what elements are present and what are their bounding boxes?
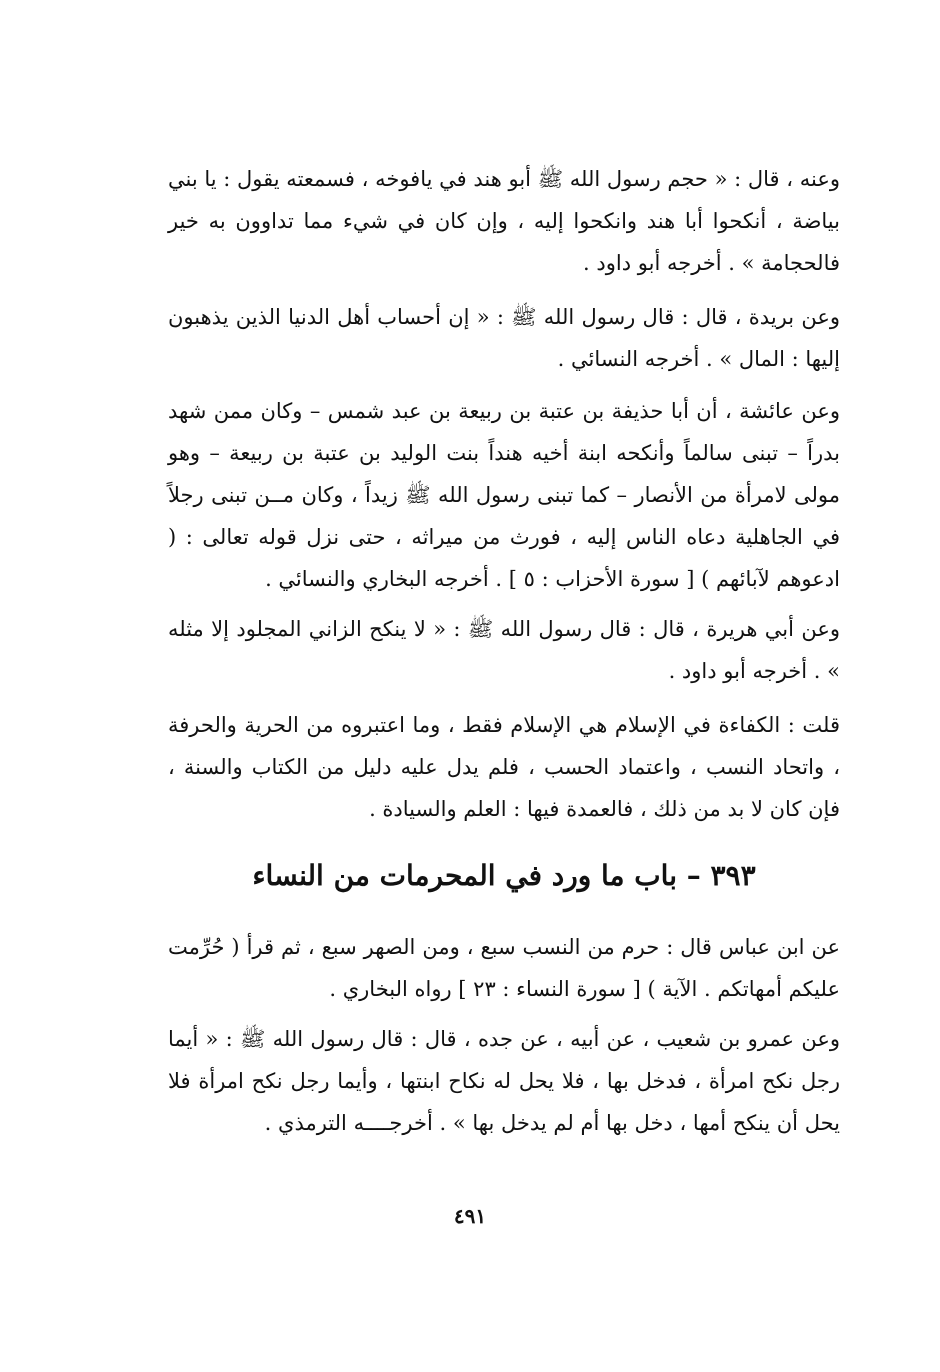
page-number: ٤٩١: [453, 1204, 487, 1228]
chapter-paragraph-2: وعن عمرو بن شعيب ، عن أبيه ، عن جده ، قال : قال رسول الله ﷺ : « أيما رجل نكح امرأة ، فدخل بها ، فلا يحل له نكاح ابنتها ، وأيما رجل نكح امرأة فلا يحل أن ينكح أمها ، دخل بها أم لم يدخل بها » . أخرجــــه الترمذي .: [168, 1027, 840, 1135]
hadith-paragraph-1: وعنه ، قال : « حجم رسول الله ﷺ أبو هند في يافوخه ، فسمعته يقول : يا بني بياضة ، أنكحوا أبا هند وانكحوا إليه ، وإن كان في شيء مما تداوون به خير فالحجامة » . أخرجه أبو داود .: [168, 167, 840, 275]
hadith-paragraph-3: وعن عائشة ، أن أبا حذيفة بن عتبة بن ربيعة بن عبد شمس – وكان ممن شهد بدراً – تبنى سالماً وأنكحه ابنة أخيه هنداً بنت الوليد بن عتبة بن ربيعة – وهو مولى لامرأة من الأنصار – كما تبنى رسول الله ﷺ زيداً ، وكان مــن تبنى رجلاً في الجاهلية دعاه الناس إليه ، فورث من ميراثه ، حتى نزل قوله تعالى : ( ادعوهم لآبائهم ) [ سورة الأحزاب : ٥ ] . أخرجه البخاري والنسائي .: [168, 399, 840, 591]
hadith-paragraph-2: وعن بريدة ، قال : قال رسول الله ﷺ : « إن أحساب أهل الدنيا الذين يذهبون إليها : المال » . أخرجه النسائي .: [168, 305, 840, 371]
hadith-paragraph-4: وعن أبي هريرة ، قال : قال رسول الله ﷺ : « لا ينكح الزاني المجلود إلا مثله » . أخرجه أبو داود .: [168, 617, 840, 683]
chapter-paragraph-1: عن ابن عباس قال : حرم من النسب سبع ، ومن الصهر سبع ، ثم قرأ ( حُرِّمت عليكم أمهاتكم . الآية ) [ سورة النساء : ٢٣ ] رواه البخاري .: [168, 935, 840, 1001]
page-body: [168, 158, 840, 1144]
chapter-title: ٣٩٣ – باب ما ورد في المحرمات من النساء: [252, 859, 756, 892]
author-comment-paragraph: قلت : الكفاءة في الإسلام هي الإسلام فقط ، وما اعتبروه من الحرية والحرفة ، واتحاد النسب ، واعتماد الحسب ، فلم يدل عليه دليل من الكتاب والسنة ، فإن كان لا بد من ذلك ، فالعمدة فيها : العلم والسيادة .: [168, 713, 840, 821]
